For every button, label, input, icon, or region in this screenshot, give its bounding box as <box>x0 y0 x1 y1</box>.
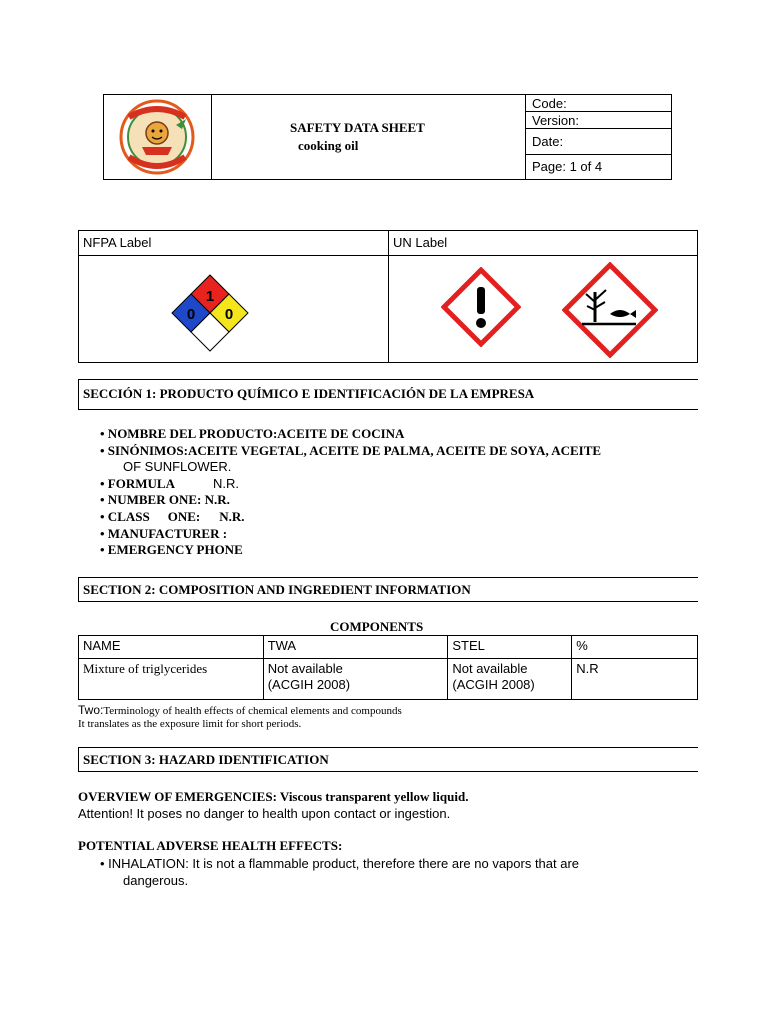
column-header: STEL <box>448 636 572 659</box>
section-3-header: SECTION 3: HAZARD IDENTIFICATION <box>78 747 698 772</box>
column-header: TWA <box>263 636 448 659</box>
document-title: SAFETY DATA SHEET <box>290 120 425 135</box>
column-header: % <box>572 636 698 659</box>
twa-cell <box>263 659 448 700</box>
labels-table <box>78 230 698 363</box>
document-header <box>103 94 672 180</box>
footnote-text: Terminology of health effects of chemical elements and compounds <box>103 705 402 717</box>
component-name-cell: Mixture of triglycerides <box>79 659 264 700</box>
potential-effects-heading: POTENTIAL ADVERSE HEALTH EFFECTS: <box>78 838 343 853</box>
nfpa-reactivity: 0 <box>224 306 234 323</box>
nfpa-flammability: 1 <box>205 288 215 305</box>
date-field: Date: <box>526 129 671 155</box>
nfpa-health: 0 <box>186 306 196 323</box>
un-label-heading: UN Label <box>393 235 448 250</box>
nfpa-diamond-icon <box>169 272 251 354</box>
class-value: N.R. <box>219 508 245 524</box>
company-logo-cell <box>104 95 212 179</box>
column-header: NAME <box>79 636 264 659</box>
nfpa-label-heading: NFPA Label <box>83 235 152 250</box>
company-logo <box>104 95 211 179</box>
class-item <box>100 509 601 526</box>
footnote-prefix: Two: <box>78 703 104 717</box>
environment-hazard-icon <box>562 262 658 358</box>
twa-value: Not available <box>267 661 343 676</box>
document-subtitle: cooking oil <box>298 138 359 153</box>
code-field: Code: <box>526 95 671 112</box>
section-2-header: SECTION 2: COMPOSITION AND INGREDIENT INFORMATION <box>78 577 698 602</box>
table-header-row <box>79 636 698 659</box>
stel-value: Not available <box>452 661 528 676</box>
section-1-list <box>100 426 601 559</box>
version-field: Version: <box>526 112 671 129</box>
table-divider <box>79 255 697 256</box>
product-name-item: • NOMBRE DEL PRODUCTO:ACEITE DE COCINA <box>100 426 405 441</box>
class-label: • CLASS <box>100 508 150 524</box>
manufacturer-item: • MANUFACTURER : <box>100 525 228 541</box>
components-title: COMPONENTS <box>330 619 424 634</box>
document-meta <box>526 95 671 179</box>
stel-cell <box>448 659 572 700</box>
inhalation-continuation: dangerous. <box>123 873 189 888</box>
overview-of-emergencies: OVERVIEW OF EMERGENCIES: Viscous transparent yellow liquid. <box>78 789 469 804</box>
formula-label: • FORMULA <box>100 475 175 491</box>
footnote-exposure: It translates as the exposure limit for short periods. <box>78 718 302 730</box>
components-table <box>78 635 698 700</box>
synonyms-continuation: OF SUNFLOWER. <box>123 459 232 475</box>
formula-item <box>100 476 601 493</box>
header-title-cell <box>212 95 526 179</box>
class-one-label: ONE: <box>167 508 201 524</box>
synonyms-item: • SINÓNIMOS:ACEITE VEGETAL, ACEITE DE PALMA, ACEITE DE SOYA, ACEITE <box>100 442 602 458</box>
page-number: Page: 1 of 4 <box>532 159 603 174</box>
table-row <box>79 659 698 700</box>
footnote-terminology <box>78 703 402 717</box>
section-1-header: SECCIÓN 1: PRODUCTO QUÍMICO E IDENTIFICACIÓN DE LA EMPRESA <box>78 379 698 410</box>
stel-source: (ACGIH 2008) <box>452 677 535 692</box>
twa-source: (ACGIH 2008) <box>267 677 351 692</box>
inhalation-item: • INHALATION: It is not a flammable product, therefore there are no vapors that are <box>100 856 580 871</box>
number-one-item: • NUMBER ONE: N.R. <box>100 492 230 508</box>
emergency-phone-item: • EMERGENCY PHONE <box>100 542 243 558</box>
percent-cell: N.R <box>572 659 698 700</box>
attention-text: Attention! It poses no danger to health upon contact or ingestion. <box>78 806 451 821</box>
exclamation-hazard-icon <box>441 267 521 347</box>
table-divider <box>388 231 389 362</box>
formula-value: N.R. <box>212 475 239 491</box>
